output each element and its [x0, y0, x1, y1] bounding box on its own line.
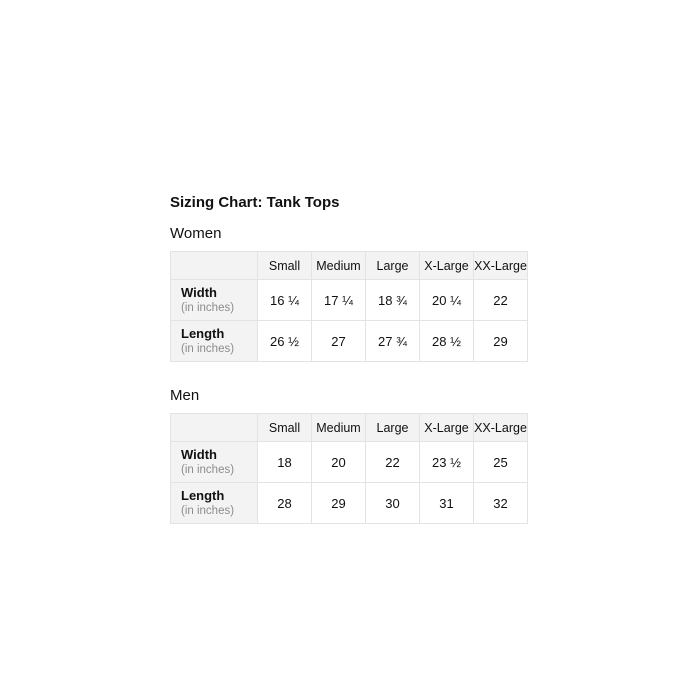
row-header-length — [171, 483, 258, 524]
size-value-cell: 27 — [312, 321, 366, 362]
sizing-table-women — [170, 251, 528, 362]
column-header-large: Large — [366, 252, 420, 280]
row-header-length — [171, 321, 258, 362]
table-row-width — [171, 280, 528, 321]
column-header-xxlarge: XX-Large — [474, 252, 528, 280]
column-header-xxlarge: XX-Large — [474, 414, 528, 442]
section-heading-women: Women — [170, 225, 222, 242]
sizing-chart-content — [170, 194, 530, 524]
sizing-table-men — [170, 413, 528, 524]
size-value-cell: 29 — [474, 321, 528, 362]
size-value-cell: 30 — [366, 483, 420, 524]
corner-cell — [171, 252, 258, 280]
size-value-cell: 18 — [258, 442, 312, 483]
size-value-cell: 20 — [312, 442, 366, 483]
size-value-cell: 27 ¾ — [366, 321, 420, 362]
column-header-medium: Medium — [312, 252, 366, 280]
row-sublabel: (in inches) — [181, 343, 235, 355]
page-title: Sizing Chart: Tank Tops — [170, 194, 340, 211]
size-value-cell: 28 — [258, 483, 312, 524]
section-heading-men: Men — [170, 387, 200, 404]
size-value-cell: 16 ¼ — [258, 280, 312, 321]
row-label: Width — [181, 285, 217, 300]
row-label: Length — [181, 488, 225, 503]
size-value-cell: 18 ¾ — [366, 280, 420, 321]
size-value-cell: 25 — [474, 442, 528, 483]
section-women — [170, 225, 530, 362]
row-header-width — [171, 280, 258, 321]
size-value-cell: 32 — [474, 483, 528, 524]
column-header-xlarge: X-Large — [420, 252, 474, 280]
row-sublabel: (in inches) — [181, 464, 235, 476]
size-value-cell: 26 ½ — [258, 321, 312, 362]
table-header-row — [171, 414, 528, 442]
corner-cell — [171, 414, 258, 442]
column-header-xlarge: X-Large — [420, 414, 474, 442]
section-men — [170, 387, 530, 524]
row-label: Width — [181, 447, 217, 462]
table-row-length — [171, 483, 528, 524]
column-header-medium: Medium — [312, 414, 366, 442]
table-header-row — [171, 252, 528, 280]
size-value-cell: 29 — [312, 483, 366, 524]
size-value-cell: 31 — [420, 483, 474, 524]
row-sublabel: (in inches) — [181, 505, 235, 517]
size-value-cell: 20 ¼ — [420, 280, 474, 321]
size-value-cell: 23 ½ — [420, 442, 474, 483]
table-row-width — [171, 442, 528, 483]
column-header-small: Small — [258, 252, 312, 280]
column-header-large: Large — [366, 414, 420, 442]
row-label: Length — [181, 326, 225, 341]
table-row-length — [171, 321, 528, 362]
size-value-cell: 17 ¼ — [312, 280, 366, 321]
row-sublabel: (in inches) — [181, 302, 235, 314]
size-value-cell: 22 — [366, 442, 420, 483]
size-value-cell: 22 — [474, 280, 528, 321]
row-header-width — [171, 442, 258, 483]
size-value-cell: 28 ½ — [420, 321, 474, 362]
column-header-small: Small — [258, 414, 312, 442]
